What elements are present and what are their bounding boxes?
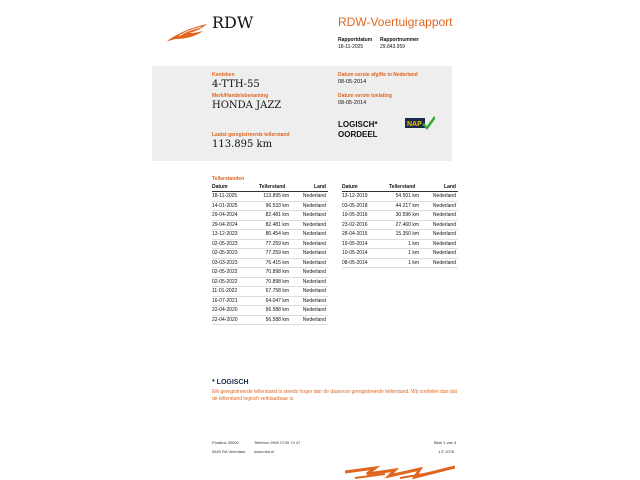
logisch-text: Elk geregistreerde tellerstand is steeds hoger dan de daarvoor geregistreerde tellerstand. Wij oordelen dan dat de tellerstand logisch verklaarbaar is. xyxy=(212,389,457,402)
col-datum: Datum xyxy=(212,183,259,192)
cell-tellerstand: 44.217 km xyxy=(389,201,421,211)
col-land: Land xyxy=(421,183,458,192)
cell-land: Nederland xyxy=(421,201,458,211)
table-row xyxy=(212,277,328,287)
nap-logo-icon xyxy=(405,116,435,130)
cell-tellerstand: 64.047 km xyxy=(259,296,291,306)
cell-datum: 23-02-2016 xyxy=(342,220,389,230)
footer-telefoon: Telefoon 0900 0739 74 47 xyxy=(254,440,301,445)
cell-datum: 22-04-2020 xyxy=(212,306,259,316)
kenteken-label: Kenteken xyxy=(212,72,235,78)
cell-datum: 29-04-2024 xyxy=(212,211,259,221)
table-row xyxy=(212,239,328,249)
footer-web[interactable]: www.rdw.nl xyxy=(254,449,275,454)
cell-datum: 19-05-2016 xyxy=(342,211,389,221)
merk-value: HONDA JAZZ xyxy=(212,100,282,111)
table-row xyxy=(212,315,328,325)
table-row xyxy=(212,258,328,268)
cell-datum: 14-01-2025 xyxy=(212,201,259,211)
rapportdatum-label: Rapportdatum xyxy=(338,37,373,43)
cell-land: Nederland xyxy=(291,230,328,240)
cell-land: Nederland xyxy=(291,277,328,287)
merk-label: Merk/Handelsbenaming xyxy=(212,93,269,99)
cell-land: Nederland xyxy=(291,268,328,278)
cell-datum: 02-05-2022 xyxy=(212,268,259,278)
cell-datum: 18-11-2025 xyxy=(212,192,259,202)
cell-tellerstand: 1 km xyxy=(389,249,421,259)
cell-land: Nederland xyxy=(291,201,328,211)
cell-land: Nederland xyxy=(291,296,328,306)
oordeel-badge xyxy=(338,120,378,140)
table-row xyxy=(342,220,458,230)
cell-datum: 16-07-2021 xyxy=(212,296,259,306)
brand-name: RDW xyxy=(212,13,254,32)
col-land: Land xyxy=(291,183,328,192)
cell-datum: 28-04-2015 xyxy=(342,230,389,240)
cell-datum: 08-05-2014 xyxy=(342,258,389,268)
footer-code: 1 E 1078 xyxy=(438,449,455,454)
cell-tellerstand: 96.533 km xyxy=(259,201,291,211)
afgifte-value: 08-05-2014 xyxy=(338,79,367,85)
cell-land: Nederland xyxy=(421,230,458,240)
table-header-row xyxy=(342,183,458,192)
cell-datum: 19-05-2014 xyxy=(342,239,389,249)
cell-tellerstand: 30.596 km xyxy=(389,211,421,221)
cell-datum: 29-04-2024 xyxy=(212,220,259,230)
table-row xyxy=(212,201,328,211)
cell-land: Nederland xyxy=(421,211,458,221)
table-row xyxy=(212,230,328,240)
tellerstanden-table-right xyxy=(342,183,458,268)
cell-tellerstand: 56.588 km xyxy=(259,306,291,316)
cell-land: Nederland xyxy=(291,192,328,202)
tellerstand-value: 113.895 km xyxy=(212,139,273,150)
table-row xyxy=(342,258,458,268)
table-row xyxy=(342,201,458,211)
cell-land: Nederland xyxy=(421,258,458,268)
cell-datum: 02-05-2022 xyxy=(212,277,259,287)
kenteken-value: 4-TTH-55 xyxy=(212,79,260,90)
cell-tellerstand: 80.454 km xyxy=(259,230,291,240)
cell-tellerstand: 15.350 km xyxy=(389,230,421,240)
cell-tellerstand: 1 km xyxy=(389,258,421,268)
tellerstanden-title: Tellerstanden xyxy=(212,176,245,182)
table-row xyxy=(212,268,328,278)
cell-tellerstand: 113.895 km xyxy=(259,192,291,202)
col-datum: Datum xyxy=(342,183,389,192)
cell-datum: 10-05-2014 xyxy=(342,249,389,259)
cell-tellerstand: 56.588 km xyxy=(259,315,291,325)
footer-stripes-icon xyxy=(345,464,455,480)
cell-land: Nederland xyxy=(291,249,328,259)
cell-land: Nederland xyxy=(291,239,328,249)
rdw-logo-icon xyxy=(167,22,207,42)
rapportdatum-value: 18-11-2025 xyxy=(338,44,364,50)
cell-tellerstand: 82.481 km xyxy=(259,211,291,221)
tellerstand-label: Laatst geregistreerde tellerstand xyxy=(212,132,290,138)
cell-land: Nederland xyxy=(421,220,458,230)
table-row xyxy=(212,220,328,230)
cell-datum: 02-05-2023 xyxy=(212,249,259,259)
cell-datum: 13-12-2019 xyxy=(342,192,389,202)
cell-tellerstand: 77.259 km xyxy=(259,239,291,249)
col-tellerstand: Tellerstand xyxy=(389,183,421,192)
cell-datum: 11-01-2022 xyxy=(212,287,259,297)
oordeel-line2: OORDEEL xyxy=(338,130,378,139)
cell-tellerstand: 76.415 km xyxy=(259,258,291,268)
cell-tellerstand: 70.898 km xyxy=(259,277,291,287)
cell-tellerstand: 27.460 km xyxy=(389,220,421,230)
nap-logo-text: NAP xyxy=(407,121,422,128)
table-row xyxy=(342,211,458,221)
cell-tellerstand: 77.259 km xyxy=(259,249,291,259)
afgifte-label: Datum eerste afgifte in Nederland xyxy=(338,72,418,78)
cell-tellerstand: 70.898 km xyxy=(259,268,291,278)
cell-land: Nederland xyxy=(421,192,458,202)
tellerstanden-table-left xyxy=(212,183,328,325)
table-row xyxy=(212,192,328,202)
footer-postbus: Postbus 30000 xyxy=(212,440,239,445)
cell-datum: 03-03-2023 xyxy=(212,258,259,268)
cell-land: Nederland xyxy=(421,249,458,259)
cell-tellerstand: 54.501 km xyxy=(389,192,421,202)
table-row xyxy=(342,239,458,249)
cell-tellerstand: 1 km xyxy=(389,239,421,249)
report-title: RDW-Voertuigrapport xyxy=(338,15,453,29)
table-row xyxy=(212,287,328,297)
cell-datum: 02-05-2023 xyxy=(212,239,259,249)
table-header-row xyxy=(212,183,328,192)
logisch-title: * LOGISCH xyxy=(212,379,249,386)
table-row xyxy=(212,249,328,259)
table-row xyxy=(342,230,458,240)
cell-datum: 13-12-2023 xyxy=(212,230,259,240)
table-row xyxy=(342,192,458,202)
cell-land: Nederland xyxy=(291,211,328,221)
toelating-label: Datum eerste toelating xyxy=(338,93,392,99)
cell-land: Nederland xyxy=(291,306,328,316)
col-tellerstand: Tellerstand xyxy=(259,183,291,192)
cell-land: Nederland xyxy=(291,287,328,297)
toelating-value: 08-05-2014 xyxy=(338,100,367,106)
table-row xyxy=(212,296,328,306)
cell-tellerstand: 82.481 km xyxy=(259,220,291,230)
cell-land: Nederland xyxy=(291,315,328,325)
cell-datum: 03-05-2018 xyxy=(342,201,389,211)
table-row xyxy=(212,306,328,316)
table-row xyxy=(342,249,458,259)
footer-blad: Blad 1 van 3 xyxy=(434,440,457,445)
cell-datum: 22-04-2020 xyxy=(212,315,259,325)
cell-land: Nederland xyxy=(421,239,458,249)
footer-adres: 9640 RA Veendam xyxy=(212,449,246,454)
cell-tellerstand: 67.758 km xyxy=(259,287,291,297)
vehicle-panel xyxy=(152,66,452,161)
rapportnummer-label: Rapportnummer xyxy=(380,37,419,43)
rapportnummer-value: 29.843.959 xyxy=(380,44,406,50)
cell-land: Nederland xyxy=(291,258,328,268)
cell-land: Nederland xyxy=(291,220,328,230)
table-row xyxy=(212,211,328,221)
oordeel-line1: LOGISCH* xyxy=(338,120,378,129)
